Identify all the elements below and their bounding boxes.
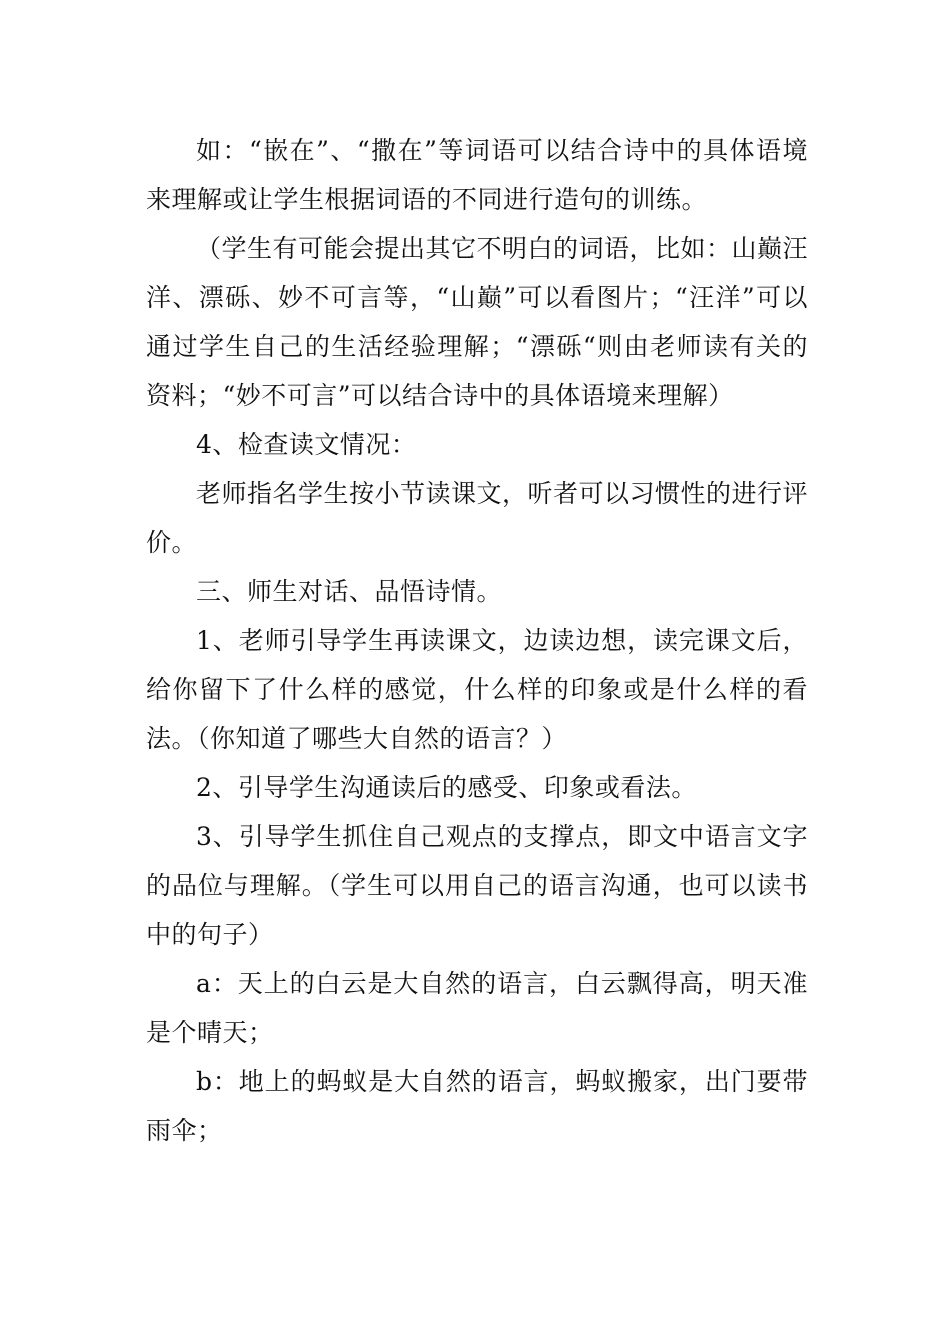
- paragraph-step-3: 3、引导学生抓住自己观点的支撑点，即文中语言文字的品位与理解。（学生可以用自己的语言沟通，也可以读书中的句子）: [146, 822, 808, 949]
- paragraph-step-4: 4、检查读文情况：: [196, 430, 417, 459]
- paragraph-example-words: 如：“嵌在”、“撒在”等词语可以结合诗中的具体语境来理解或让学生根据词语的不同进行造句的训练。: [146, 136, 808, 214]
- paragraph-step-2: 2、引导学生沟通读后的感受、印象或看法。: [196, 773, 697, 802]
- paragraph-reading-check: 老师指名学生按小节读课文，听者可以习惯性的进行评价。: [146, 479, 809, 557]
- document-body: [146, 126, 808, 1155]
- paragraph-difficult-words: （学生有可能会提出其它不明白的词语，比如：山巅汪洋、漂砾、妙不可言等，“山巅”可以看图片；“汪洋”可以通过学生自己的生活经验理解；“漂砾“则由老师读有关的资料；“妙不可言”可以结合诗中的具体语境来理解）: [146, 234, 809, 410]
- paragraph-step-1: 1、老师引导学生再读课文，边读边想，读完课文后，给你留下了什么样的感觉，什么样的印象或是什么样的看法。（你知道了哪些大自然的语言？）: [146, 626, 808, 753]
- paragraph-section-3-heading: 三、师生对话、品悟诗情。: [196, 577, 503, 606]
- paragraph-example-a: a：天上的白云是大自然的语言，白云飘得高，明天准是个晴天；: [146, 969, 808, 1047]
- paragraph-example-b: b：地上的蚂蚁是大自然的语言，蚂蚁搬家，出门要带雨伞；: [146, 1067, 808, 1145]
